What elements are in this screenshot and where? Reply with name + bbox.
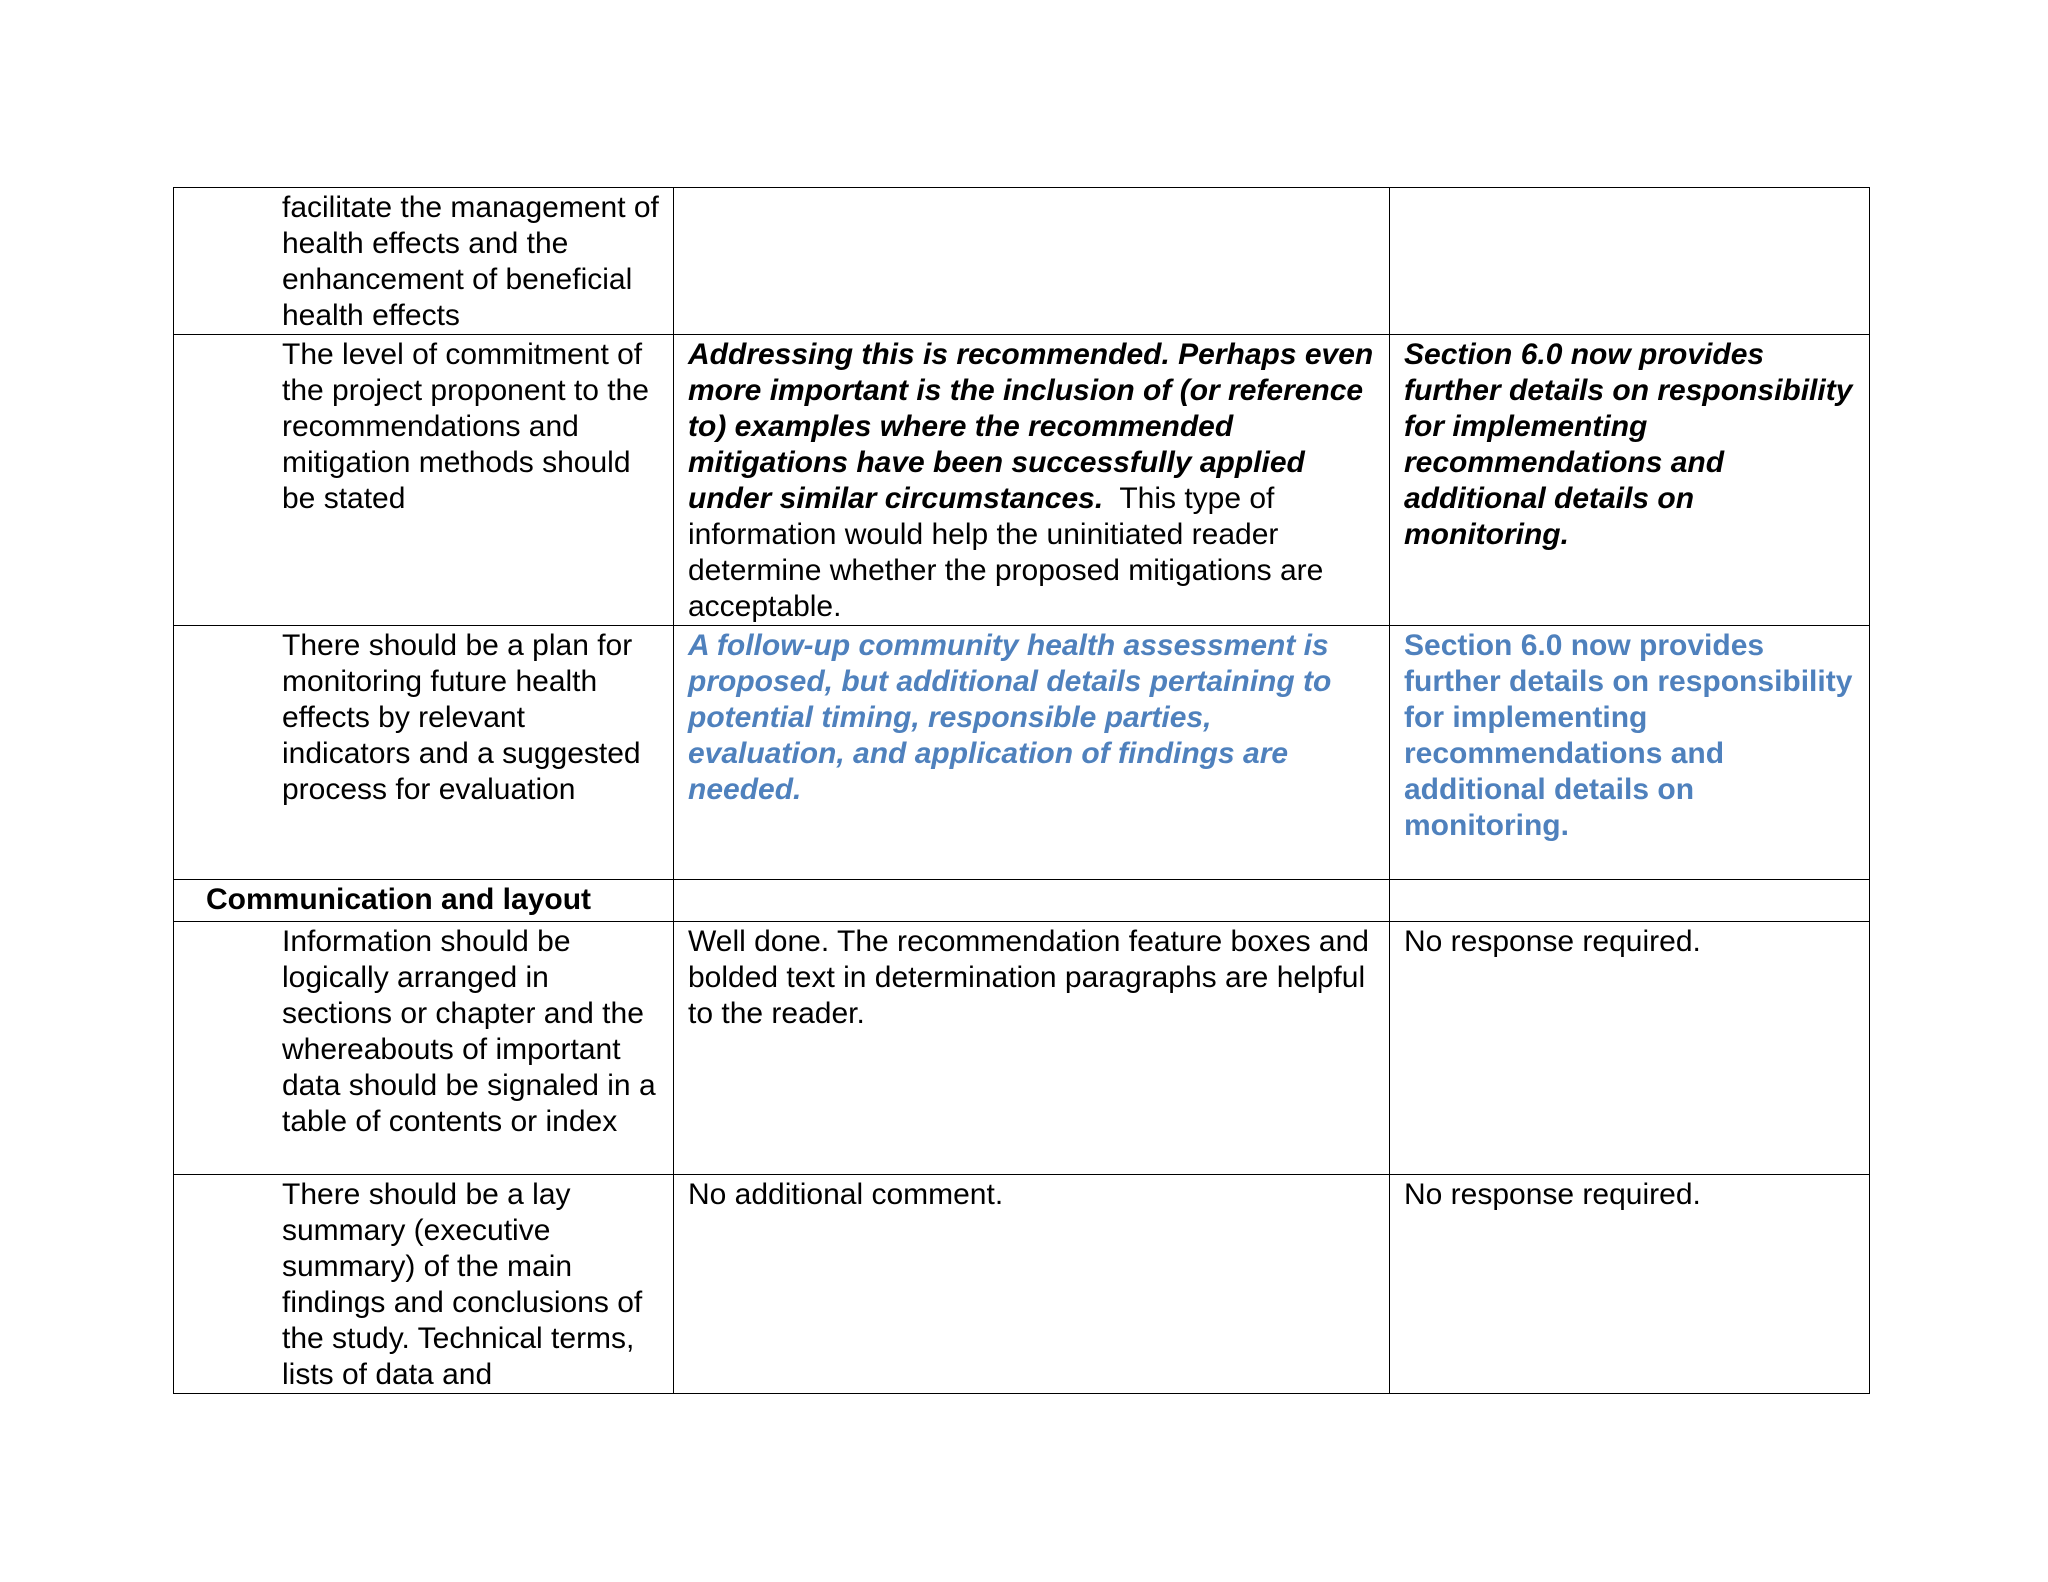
comment-cell xyxy=(674,880,1390,922)
criteria-text: There should be a lay summary (executive summary) of the main findings and conclusions of the study. Technical terms, lists of data and xyxy=(282,1178,643,1391)
response-cell xyxy=(1390,335,1870,626)
section-heading-text: Communication and layout xyxy=(206,883,592,916)
table-row xyxy=(174,335,1870,626)
comment-cell xyxy=(674,335,1390,626)
section-heading-row xyxy=(174,880,1870,922)
criteria-cell xyxy=(174,188,674,335)
comment-cell xyxy=(674,922,1390,1175)
criteria-cell xyxy=(174,626,674,880)
response-cell xyxy=(1390,1175,1870,1394)
criteria-text: There should be a plan for monitoring future health effects by relevant indicators and a suggested process for evaluation xyxy=(282,629,641,806)
table-row xyxy=(174,626,1870,880)
review-comments-table xyxy=(173,187,1870,1394)
response-cell xyxy=(1390,880,1870,922)
response-cell xyxy=(1390,626,1870,880)
criteria-cell xyxy=(174,1175,674,1394)
table-row xyxy=(174,188,1870,335)
comment-cell xyxy=(674,188,1390,335)
comment-text: No additional comment. xyxy=(688,1178,1004,1211)
response-text: No response required. xyxy=(1404,925,1701,958)
comment-cell xyxy=(674,1175,1390,1394)
comment-plain-text: This type of information would help the uninitiated reader determine whether the proposed mitigations are acceptable. xyxy=(688,482,1332,623)
comment-text: Well done. The recommendation feature boxes and bolded text in determination paragraphs are helpful to the reader. xyxy=(688,925,1369,1030)
section-heading-cell xyxy=(174,880,674,922)
table-row xyxy=(174,922,1870,1175)
criteria-cell xyxy=(174,922,674,1175)
response-text: No response required. xyxy=(1404,1178,1701,1211)
response-text: Section 6.0 now provides further details on responsibility for implementing recommendations and additional details on monitoring. xyxy=(1404,338,1853,551)
comment-emphasis-text: Addressing this is recommended. Perhaps even more important is the inclusion of (or reference to) examples where the recommended mitigations have been successfully applied under similar circumstances. xyxy=(688,338,1374,515)
criteria-text: The level of commitment of the project proponent to the recommendations and mitigation methods should be stated xyxy=(282,338,649,515)
table-row xyxy=(174,1175,1870,1394)
criteria-cell xyxy=(174,335,674,626)
comment-text: A follow-up community health assessment is proposed, but additional details pertaining to potential timing, responsible parties, evaluation, and application of findings are needed. xyxy=(688,629,1332,806)
criteria-text: facilitate the management of health effects and the enhancement of beneficial health effects xyxy=(282,191,659,332)
response-text: Section 6.0 now provides further details on responsibility for implementing recommendations and additional details on monitoring. xyxy=(1404,629,1853,842)
response-cell xyxy=(1390,922,1870,1175)
response-cell xyxy=(1390,188,1870,335)
criteria-text: Information should be logically arranged in sections or chapter and the whereabouts of important data should be signaled in a table of contents or index xyxy=(282,925,656,1138)
comment-cell xyxy=(674,626,1390,880)
